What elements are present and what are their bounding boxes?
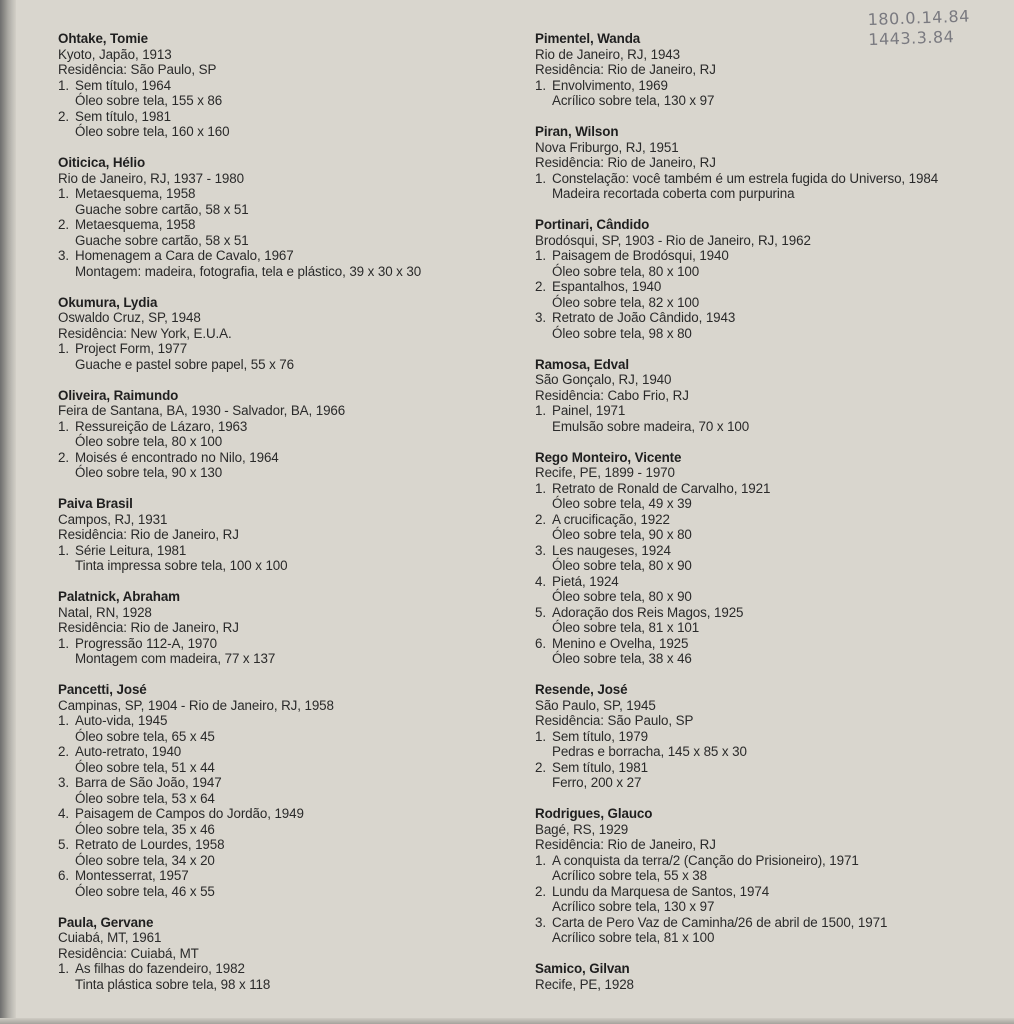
artwork-number: 2. bbox=[535, 883, 546, 899]
artwork-number: 1. bbox=[58, 186, 69, 201]
artwork-title bbox=[535, 512, 1005, 528]
artist-info: Residência: Cabo Frio, RJ bbox=[535, 387, 689, 403]
artwork-title-text: Auto-retrato, 1940 bbox=[75, 744, 182, 759]
artwork-title-text: Adoração dos Reis Magos, 1925 bbox=[552, 604, 744, 620]
artwork-title-text: Retrato de Ronald de Carvalho, 1921 bbox=[552, 480, 771, 496]
artwork-detail: Óleo sobre tela, 98 x 80 bbox=[552, 325, 692, 341]
artist-entry bbox=[58, 388, 508, 481]
artwork-detail: Montagem: madeira, fotografia, tela e plástico, 39 x 30 x 30 bbox=[75, 263, 422, 279]
artwork-number: 2. bbox=[58, 108, 69, 124]
right-column bbox=[535, 31, 1005, 1008]
artwork-number: 4. bbox=[58, 806, 69, 821]
artwork-number: 1. bbox=[535, 248, 546, 263]
artwork-title bbox=[58, 961, 508, 977]
artwork-title-text: Constelação: você também é um estrela fugida do Universo, 1984 bbox=[552, 170, 939, 186]
artist-entry bbox=[535, 124, 1005, 202]
artwork-number: 1. bbox=[535, 403, 546, 418]
artwork-detail: Emulsão sobre madeira, 70 x 100 bbox=[552, 418, 750, 434]
artist-info: Recife, PE, 1899 - 1970 bbox=[535, 465, 675, 480]
artist-name: Pancetti, José bbox=[58, 682, 147, 697]
artwork-title-text: Auto-vida, 1945 bbox=[75, 713, 168, 728]
artwork-title-text: Paisagem de Campos do Jordão, 1949 bbox=[75, 806, 304, 821]
artwork-detail: Óleo sobre tela, 82 x 100 bbox=[552, 294, 700, 310]
artwork-detail: Guache e pastel sobre papel, 55 x 76 bbox=[75, 356, 294, 372]
artwork-detail: Óleo sobre tela, 80 x 100 bbox=[552, 263, 700, 279]
artist-info: Residência: São Paulo, SP bbox=[58, 62, 217, 77]
artist-info: Residência: Rio de Janeiro, RJ bbox=[535, 155, 716, 170]
artwork-number: 2. bbox=[58, 217, 69, 232]
artwork-title bbox=[58, 744, 508, 760]
artwork-title-text: Painel, 1971 bbox=[552, 403, 626, 418]
artwork-title bbox=[535, 543, 1005, 559]
artist-info: Residência: São Paulo, SP bbox=[535, 713, 694, 728]
artist-name: Okumura, Lydia bbox=[58, 294, 158, 310]
artwork-title bbox=[535, 171, 1005, 187]
artwork-title bbox=[535, 403, 1005, 419]
artist-info: Bagé, RS, 1929 bbox=[535, 821, 629, 837]
artwork-title bbox=[535, 574, 1005, 590]
artwork-number: 1. bbox=[58, 635, 69, 651]
artwork-number: 1. bbox=[535, 480, 546, 496]
artist-name: Pimentel, Wanda bbox=[535, 31, 641, 46]
artwork-number: 1. bbox=[535, 852, 546, 868]
artist-name: Paula, Gervane bbox=[58, 914, 154, 930]
artist-info: Campos, RJ, 1931 bbox=[58, 511, 168, 527]
artist-name: Palatnick, Abraham bbox=[58, 589, 180, 604]
book-spine-shadow bbox=[0, 0, 16, 1024]
artwork-title-text: A conquista da terra/2 (Canção do Prisioneiro), 1971 bbox=[552, 852, 859, 868]
artwork-detail: Óleo sobre tela, 53 x 64 bbox=[75, 790, 215, 806]
artwork-title bbox=[535, 853, 1005, 869]
artwork-title-text: Sem título, 1981 bbox=[552, 759, 648, 775]
artwork-title-text: Pietá, 1924 bbox=[552, 573, 619, 589]
artwork-title bbox=[535, 310, 1005, 326]
artist-entry bbox=[58, 155, 508, 279]
artwork-number: 3. bbox=[535, 914, 546, 930]
artist-entry bbox=[535, 217, 1005, 341]
artwork-number: 1. bbox=[58, 418, 69, 434]
artwork-title bbox=[58, 217, 508, 233]
artwork-number: 1. bbox=[58, 961, 69, 976]
artwork-detail: Acrílico sobre tela, 130 x 97 bbox=[552, 899, 715, 914]
artist-info: Rio de Janeiro, RJ, 1937 - 1980 bbox=[58, 170, 244, 186]
artwork-number: 3. bbox=[535, 542, 546, 558]
artwork-detail: Madeira recortada coberta com purpurina bbox=[552, 186, 795, 201]
artwork-detail: Óleo sobre tela, 90 x 80 bbox=[552, 527, 692, 542]
artwork-title bbox=[535, 915, 1005, 931]
artwork-detail: Guache sobre cartão, 58 x 51 bbox=[75, 201, 249, 217]
artwork-detail: Óleo sobre tela, 51 x 44 bbox=[75, 759, 215, 775]
artist-entry bbox=[535, 357, 1005, 435]
artwork-detail: Óleo sobre tela, 80 x 90 bbox=[552, 558, 692, 573]
artwork-title-text: Sem título, 1964 bbox=[75, 77, 171, 93]
artwork-title-text: Ressureição de Lázaro, 1963 bbox=[75, 418, 248, 434]
artwork-title bbox=[58, 636, 508, 652]
artist-entry bbox=[535, 806, 1005, 946]
artist-info: Nova Friburgo, RJ, 1951 bbox=[535, 139, 679, 155]
artist-info: Residência: New York, E.U.A. bbox=[58, 325, 232, 341]
artwork-detail: Óleo sobre tela, 160 x 160 bbox=[75, 124, 230, 139]
artwork-detail: Óleo sobre tela, 90 x 130 bbox=[75, 465, 223, 480]
artwork-title-text: As filhas do fazendeiro, 1982 bbox=[75, 961, 245, 976]
artist-entry bbox=[58, 682, 508, 899]
artwork-number: 1. bbox=[58, 341, 69, 356]
artist-entry bbox=[58, 295, 508, 373]
artist-name: Rodrigues, Glauco bbox=[535, 806, 653, 821]
artist-info: Cuiabá, MT, 1961 bbox=[58, 930, 162, 945]
artwork-title-text: Paisagem de Brodósqui, 1940 bbox=[552, 248, 729, 263]
artist-name: Portinari, Cândido bbox=[535, 217, 650, 232]
artwork-number: 2. bbox=[58, 449, 69, 465]
artwork-title-text: Sem título, 1981 bbox=[75, 108, 171, 124]
artwork-detail: Acrílico sobre tela, 55 x 38 bbox=[552, 868, 707, 883]
artwork-title bbox=[58, 419, 508, 435]
artist-info: Feira de Santana, BA, 1930 - Salvador, BA, 1966 bbox=[58, 403, 346, 418]
artist-info: São Gonçalo, RJ, 1940 bbox=[535, 372, 672, 387]
artwork-number: 4. bbox=[535, 573, 546, 589]
artwork-title-text: Moisés é encontrado no Nilo, 1964 bbox=[75, 449, 279, 465]
artwork-number: 1. bbox=[535, 728, 546, 744]
artwork-title bbox=[58, 837, 508, 853]
artist-name: Oiticica, Hélio bbox=[58, 155, 146, 170]
artwork-detail: Pedras e borracha, 145 x 85 x 30 bbox=[552, 744, 747, 759]
artwork-title bbox=[535, 729, 1005, 745]
artist-name: Rego Monteiro, Vicente bbox=[535, 449, 682, 465]
artwork-number: 1. bbox=[58, 542, 69, 558]
artist-entry bbox=[58, 31, 508, 140]
artist-info: Rio de Janeiro, RJ, 1943 bbox=[535, 46, 680, 62]
artist-name: Ramosa, Edval bbox=[535, 356, 629, 372]
artwork-title-text: Retrato de João Cândido, 1943 bbox=[552, 310, 736, 325]
artwork-title bbox=[535, 78, 1005, 94]
artist-info: Campinas, SP, 1904 - Rio de Janeiro, RJ, 1958 bbox=[58, 697, 334, 713]
artist-entry bbox=[535, 450, 1005, 667]
artwork-title bbox=[58, 186, 508, 202]
artwork-detail: Guache sobre cartão, 58 x 51 bbox=[75, 232, 249, 248]
artwork-title bbox=[58, 713, 508, 729]
artwork-number: 3. bbox=[58, 775, 69, 790]
artist-info: Recife, PE, 1928 bbox=[535, 976, 634, 992]
artwork-detail: Montagem com madeira, 77 x 137 bbox=[75, 651, 276, 666]
artwork-title bbox=[535, 248, 1005, 264]
artwork-number: 2. bbox=[58, 744, 69, 759]
artwork-number: 2. bbox=[535, 759, 546, 775]
artist-name: Resende, José bbox=[535, 682, 628, 697]
artwork-detail: Tinta plástica sobre tela, 98 x 118 bbox=[75, 976, 271, 992]
artwork-title-text: A crucificação, 1922 bbox=[552, 511, 670, 527]
artist-name: Paiva Brasil bbox=[58, 496, 133, 511]
artwork-detail: Óleo sobre tela, 65 x 45 bbox=[75, 728, 215, 744]
artwork-detail: Óleo sobre tela, 34 x 20 bbox=[75, 852, 215, 868]
artwork-number: 6. bbox=[58, 868, 69, 883]
artwork-title-text: Progressão 112-A, 1970 bbox=[75, 635, 217, 651]
artwork-title-text: Metaesquema, 1958 bbox=[75, 217, 196, 232]
artwork-number: 3. bbox=[58, 248, 69, 263]
artist-entry bbox=[58, 915, 508, 993]
artwork-detail: Óleo sobre tela, 49 x 39 bbox=[552, 496, 692, 511]
artist-info: Oswaldo Cruz, SP, 1948 bbox=[58, 310, 201, 325]
left-column bbox=[58, 31, 508, 1008]
artwork-number: 2. bbox=[535, 511, 546, 527]
artist-name: Oliveira, Raimundo bbox=[58, 387, 179, 403]
artwork-detail: Óleo sobre tela, 80 x 100 bbox=[75, 434, 223, 449]
artwork-title bbox=[58, 775, 508, 791]
artwork-title bbox=[535, 279, 1005, 295]
artwork-detail: Óleo sobre tela, 38 x 46 bbox=[552, 651, 692, 666]
artist-name: Samico, Gilvan bbox=[535, 961, 630, 976]
artwork-title bbox=[58, 78, 508, 94]
artist-entry bbox=[535, 961, 1005, 992]
artist-info: Residência: Rio de Janeiro, RJ bbox=[535, 62, 716, 77]
artist-entry bbox=[535, 31, 1005, 109]
artwork-title-text: Retrato de Lourdes, 1958 bbox=[75, 837, 225, 852]
artwork-title bbox=[58, 543, 508, 559]
artist-name: Piran, Wilson bbox=[535, 124, 619, 139]
artwork-number: 5. bbox=[535, 604, 546, 620]
artwork-title bbox=[58, 248, 508, 264]
artwork-title bbox=[58, 450, 508, 466]
artwork-title-text: Espantalhos, 1940 bbox=[552, 279, 662, 294]
artwork-detail: Óleo sobre tela, 35 x 46 bbox=[75, 821, 215, 837]
artwork-title-text: Série Leitura, 1981 bbox=[75, 542, 187, 558]
artwork-title-text: Metaesquema, 1958 bbox=[75, 186, 196, 201]
artwork-title bbox=[535, 636, 1005, 652]
artist-entry bbox=[58, 496, 508, 574]
artwork-number: 1. bbox=[58, 713, 69, 728]
artwork-detail: Acrílico sobre tela, 81 x 100 bbox=[552, 930, 715, 945]
artwork-number: 1. bbox=[58, 77, 69, 93]
annotation-line-1: 180.0.14.84 bbox=[867, 6, 971, 30]
artist-info: Kyoto, Japão, 1913 bbox=[58, 46, 172, 62]
artwork-title-text: Carta de Pero Vaz de Caminha/26 de abril de 1500, 1971 bbox=[552, 914, 888, 930]
artwork-title bbox=[535, 760, 1005, 776]
artwork-number: 3. bbox=[535, 310, 546, 325]
artwork-title-text: Envolvimento, 1969 bbox=[552, 77, 668, 93]
artwork-detail: Ferro, 200 x 27 bbox=[552, 775, 642, 790]
artwork-title-text: Lundu da Marquesa de Santos, 1974 bbox=[552, 883, 770, 899]
artwork-number: 5. bbox=[58, 837, 69, 852]
artwork-title bbox=[535, 481, 1005, 497]
artwork-title-text: Menino e Ovelha, 1925 bbox=[552, 635, 689, 651]
artist-entry bbox=[58, 589, 508, 667]
artwork-title-text: Barra de São João, 1947 bbox=[75, 775, 222, 790]
artwork-detail: Tinta impressa sobre tela, 100 x 100 bbox=[75, 558, 288, 573]
artwork-title bbox=[535, 605, 1005, 621]
artwork-detail: Acrílico sobre tela, 130 x 97 bbox=[552, 93, 715, 108]
artist-info: Residência: Rio de Janeiro, RJ bbox=[58, 620, 239, 635]
artwork-title-text: Montesserrat, 1957 bbox=[75, 868, 189, 883]
artwork-number: 1. bbox=[535, 170, 546, 186]
artist-info: Natal, RN, 1928 bbox=[58, 604, 152, 620]
artwork-detail: Óleo sobre tela, 81 x 101 bbox=[552, 620, 700, 635]
artist-info: Residência: Cuiabá, MT bbox=[58, 945, 199, 961]
artwork-title-text: Sem título, 1979 bbox=[552, 728, 648, 744]
artwork-title-text: Project Form, 1977 bbox=[75, 341, 188, 356]
artwork-number: 1. bbox=[535, 77, 546, 93]
artwork-number: 6. bbox=[535, 635, 546, 651]
artwork-title bbox=[58, 806, 508, 822]
artwork-title bbox=[58, 109, 508, 125]
artwork-title bbox=[535, 884, 1005, 900]
artwork-title bbox=[58, 868, 508, 884]
artwork-number: 2. bbox=[535, 279, 546, 294]
artwork-detail: Óleo sobre tela, 155 x 86 bbox=[75, 93, 223, 108]
artwork-title-text: Les naugeses, 1924 bbox=[552, 542, 671, 558]
artwork-title bbox=[58, 341, 508, 357]
artist-name: Ohtake, Tomie bbox=[58, 31, 148, 46]
artwork-detail: Óleo sobre tela, 80 x 90 bbox=[552, 589, 692, 604]
artwork-title-text: Homenagem a Cara de Cavalo, 1967 bbox=[75, 248, 294, 263]
artist-info: Residência: Rio de Janeiro, RJ bbox=[535, 837, 716, 852]
artist-info: São Paulo, SP, 1945 bbox=[535, 697, 656, 713]
artist-info: Brodósqui, SP, 1903 - Rio de Janeiro, RJ, 1962 bbox=[535, 232, 811, 248]
annotation-line-2: 1443.3.84 bbox=[868, 27, 955, 50]
artist-entry bbox=[535, 682, 1005, 791]
page-bottom-edge bbox=[0, 1018, 1014, 1024]
artist-info: Residência: Rio de Janeiro, RJ bbox=[58, 527, 239, 542]
artwork-detail: Óleo sobre tela, 46 x 55 bbox=[75, 883, 215, 899]
